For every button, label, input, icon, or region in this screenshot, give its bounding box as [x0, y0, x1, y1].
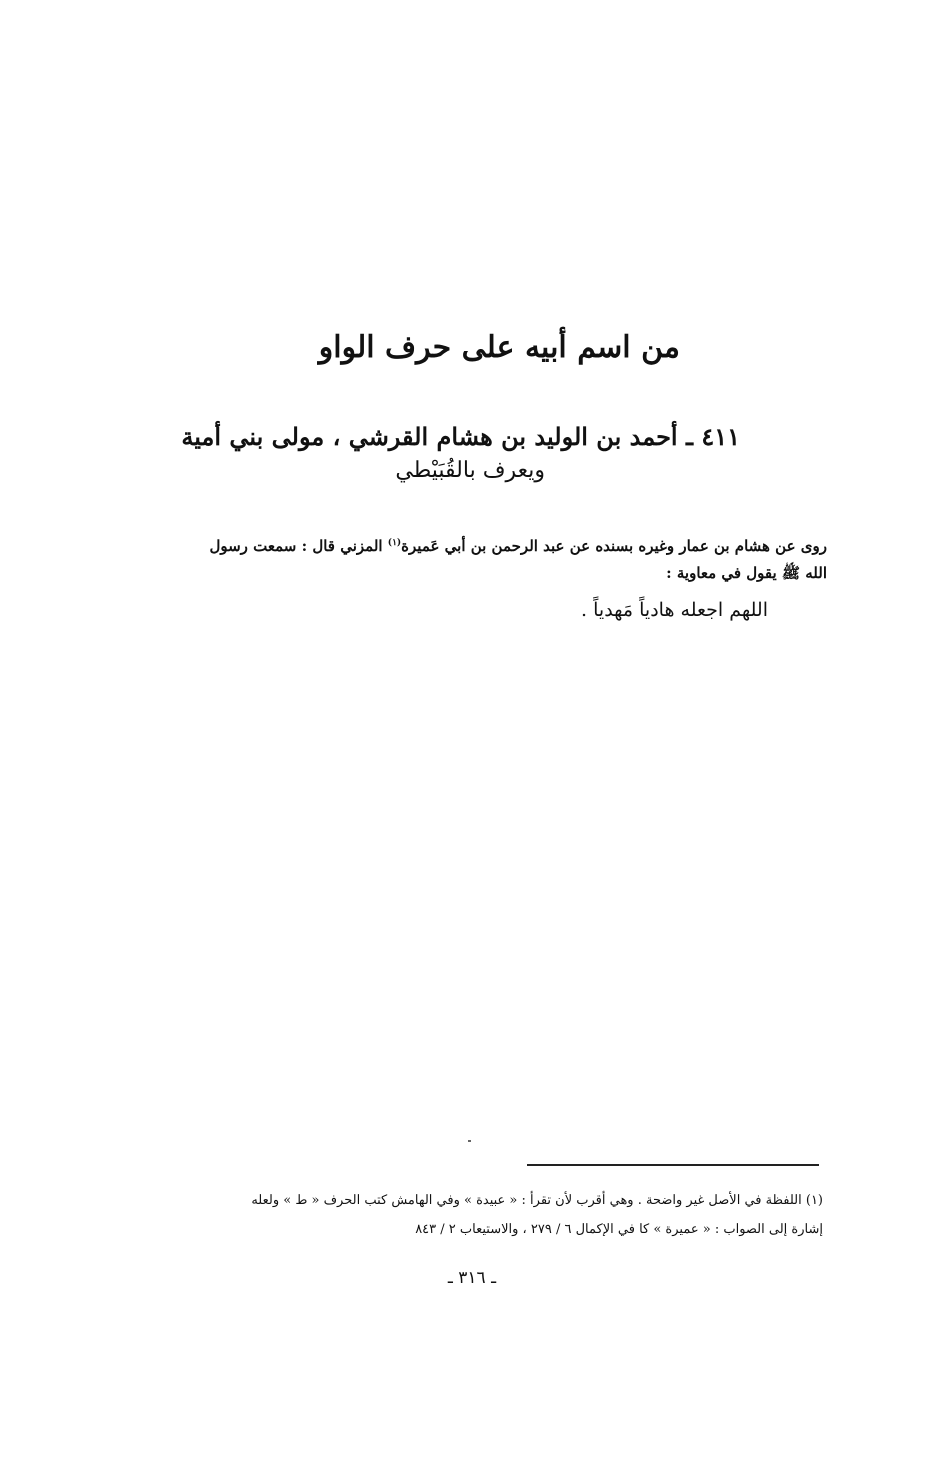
stray-mark	[468, 1140, 471, 1142]
footnote-separator	[527, 1164, 819, 1166]
footnote-line-2: إشارة إلى الصواب : « عميرة » كا في الإكمال ٦ / ٢٧٩ ، والاستيعاب ٢ / ٨٤٣	[415, 1222, 823, 1237]
section-title: من اسم أبيه على حرف الواو	[318, 330, 680, 365]
entry-body-line-1	[115, 530, 827, 560]
hadith-quote: اللهم اجعله هادياً مَهدياً .	[581, 599, 768, 621]
page-number: ـ ٣١٦ ـ	[447, 1268, 497, 1288]
entry-heading	[150, 420, 740, 487]
footnote-line-1: (١) اللفظة في الأصل غير واضحة . وهي أقرب لأن تقرأ : « عبيدة » وفي الهامش كتب الحرف « ط » ولعله	[251, 1193, 823, 1208]
entry-body-line-2: الله ﷺ يقول في معاوية :	[666, 564, 827, 582]
entry-body	[115, 530, 827, 587]
entry-body-text: المزني قال : سمعت رسول	[209, 537, 388, 555]
entry-heading-name: ٤١١ ـ أحمد بن الوليد بن هشام القرشي ، مولى بني أمية	[181, 422, 740, 451]
footnote-reference: (١)	[387, 538, 402, 548]
entry-body-text: روى عن هشام بن عمار وغيره بسنده عن عبد الرحمن بن أبي عَميرة	[401, 537, 827, 555]
entry-heading-nickname: ويعرف بالقُبَيْطي	[395, 457, 545, 483]
footnotes	[120, 1186, 823, 1244]
